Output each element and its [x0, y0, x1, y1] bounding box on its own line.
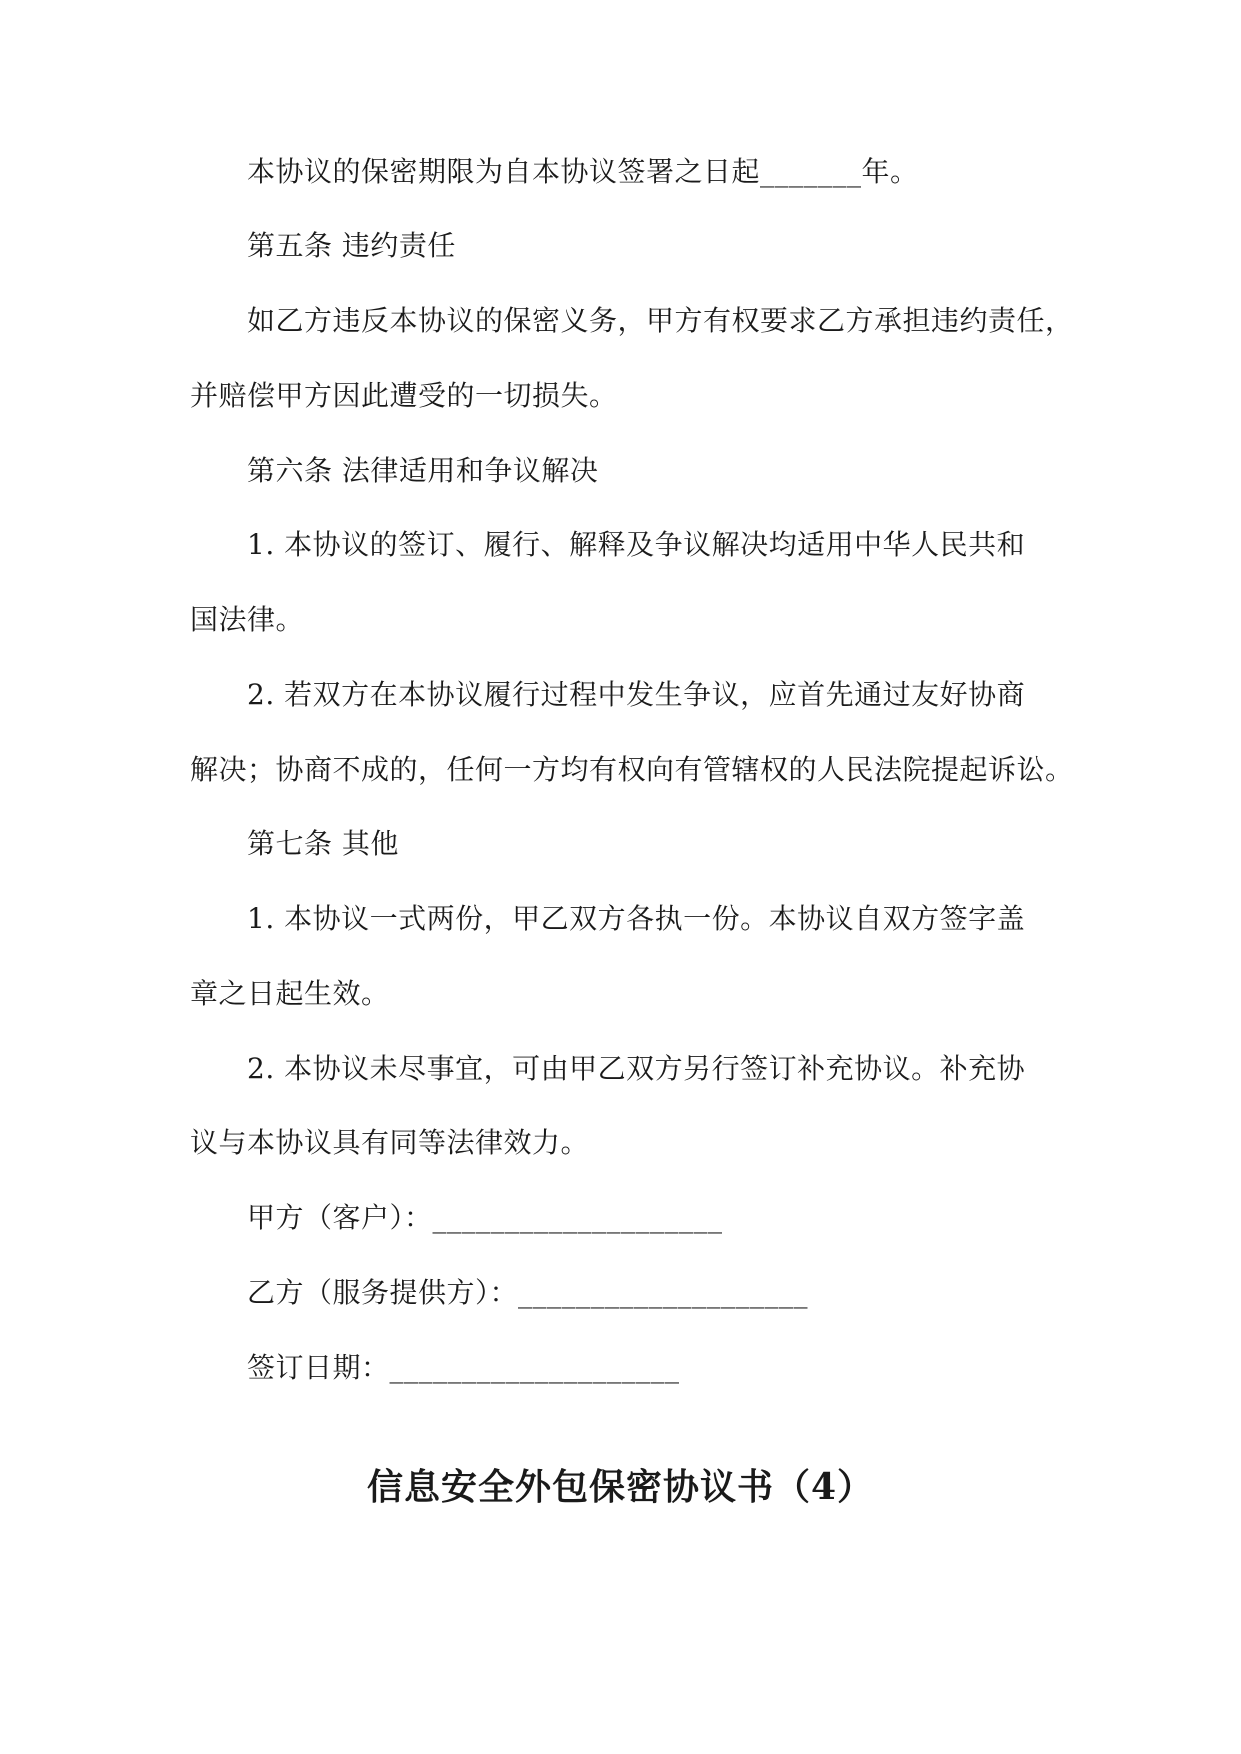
article-7-heading: 第七条 其他	[247, 827, 399, 860]
signing-date-line: 签订日期：____________________	[247, 1351, 680, 1384]
article-6-clause-2-line-2: 解决；协商不成的，任何一方均有权向有管辖权的人民法院提起诉讼。	[190, 753, 1074, 786]
article-5-heading: 第五条 违约责任	[247, 229, 456, 262]
breach-liability-text-line-2: 并赔偿甲方因此遭受的一切损失。	[190, 379, 618, 412]
party-b-signature-line: 乙方（服务提供方）：____________________	[247, 1276, 809, 1309]
article-7-clause-1-line-2: 章之日起生效。	[190, 977, 390, 1010]
article-6-heading: 第六条 法律适用和争议解决	[247, 454, 599, 487]
article-7-clause-2-line-1: 2. 本协议未尽事宜，可由甲乙双方另行签订补充协议。补充协	[247, 1052, 1026, 1085]
confidentiality-term-paragraph: 本协议的保密期限为自本协议签署之日起_______年。	[247, 155, 919, 188]
article-6-clause-1-line-1: 1. 本协议的签订、履行、解释及争议解决均适用中华人民共和	[247, 528, 1026, 561]
article-6-clause-1-line-2: 国法律。	[190, 603, 305, 636]
next-document-title: 信息安全外包保密协议书（4）	[366, 1466, 875, 1508]
article-7-clause-2-line-2: 议与本协议具有同等法律效力。	[190, 1126, 590, 1159]
breach-liability-text-line-1: 如乙方违反本协议的保密义务，甲方有权要求乙方承担违约责任，	[247, 304, 1074, 337]
article-7-clause-1-line-1: 1. 本协议一式两份，甲乙双方各执一份。本协议自双方签字盖	[247, 902, 1026, 935]
article-6-clause-2-line-1: 2. 若双方在本协议履行过程中发生争议，应首先通过友好协商	[247, 678, 1026, 711]
party-a-signature-line: 甲方（客户）：____________________	[247, 1201, 723, 1234]
